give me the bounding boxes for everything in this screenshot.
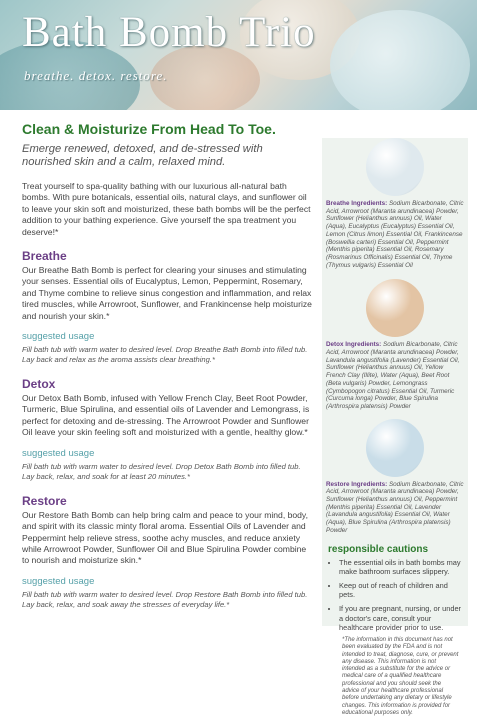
ingredients-text: Sodium Bicarbonate, Citric Acid, Arrowroot (Maranta arundinacea) Powder, Sunflower (Helianthus annuus) Oil, Water (Aqua), Eucalyptus (Eucalyptus) Essential Oil, Lemon (Citrus limon) Essential Oil, Frankincense (Boswellia carteri) Essential Oil, Peppermint (Menthis piperita) Essential Oil, Rosemary (Rosmarinus Officinalis) Essential Oil, Thyme (Thymus vulgaris) Essential Oil <box>326 200 464 269</box>
ingredients-sidebar <box>322 138 468 716</box>
product-description-restore: Our Restore Bath Bomb can help bring calm and peace to your mind, body, and spirit with its classic minty floral aroma. Essential Oils of Lavender and Peppermint help relieve stress, soothe achy muscles, and reduce anxiety while Arrowroot Powder, Sunflower Oil and Blue Spirulina Powder combine to nourish and moisturize skin.* <box>22 509 308 566</box>
restore-bath-bomb-image <box>366 419 424 477</box>
usage-label-detox: suggested usage <box>22 447 95 459</box>
caution-item: • If you are pregnant, nursing, or under a doctor's care, consult your healthcare provider prior to use. <box>339 604 462 632</box>
cautions-title: responsible cautions <box>328 543 429 555</box>
intro-paragraph: Treat yourself to spa-quality bathing with our luxurious all-natural bath bombs. With pure botanicals, essential oils, natural clays, and sunflower oil to leave your skin soft and moisturized, these bath bombs will be the perfect addition to your bathing experience. Give yourself the spa treatment you deserve!* <box>22 181 311 237</box>
bath-bomb-image <box>330 10 470 110</box>
ingredients-restore <box>322 481 468 535</box>
usage-text-restore: Fill bath tub with warm water to desired level. Drop Restore Bath Bomb into filled tub. Lay back, relax, and soak away the stresses of everyday life.* <box>22 589 308 609</box>
headline: Clean & Moisturize From Head To Toe. <box>22 121 276 137</box>
product-title-restore: Restore <box>22 493 67 508</box>
breathe-bath-bomb-image <box>366 138 424 196</box>
product-description-detox: Our Detox Bath Bomb, infused with Yellow French Clay, Beet Root Powder, Turmeric, Blue Spirulina, and essential oils of Lavender and Lemongrass, is perfect for detoxing and de-stressing. The Arrowroot Powder and Sunflower Oil leave your skin feeling soft and moisturized with a gentle, healthy glow.* <box>22 393 310 438</box>
ingredients-breathe <box>322 200 468 269</box>
ingredients-label: Detox Ingredients: <box>326 341 382 349</box>
tagline: breathe. detox. restore. <box>24 68 168 83</box>
cautions-list <box>322 558 468 632</box>
ingredients-detox <box>322 341 468 410</box>
ingredients-label: Breathe Ingredients: <box>326 200 388 207</box>
usage-text-breathe: Fill bath tub with warm water to desired level. Drop Breathe Bath Bomb into filled tub. Lay back and relax as the aroma assists clear breathing.* <box>22 345 308 365</box>
caution-item: • Keep out of reach of children and pets. <box>339 581 462 599</box>
caution-item: • The essential oils in bath bombs may make bathroom surfaces slippery. <box>339 558 462 576</box>
subheadline: Emerge renewed, detoxed, and de-stressed with nourished skin and a calm, relaxed mind. <box>22 143 263 168</box>
fda-disclaimer: *The information in this document has not been evaluated by the FDA and is not intended to treat, diagnose, cure, or prevent any disease. This information is not intended as a substitute for the advice or medical care of a qualified healthcare professional and you should seek the advice of your healthcare professional before undertaking any dietary or lifestyle changes. This information is provided for educational purposes only. <box>342 637 459 716</box>
product-title-breathe: Breathe <box>22 249 67 264</box>
usage-text-detox: Fill bath tub with warm water to desired level. Drop Detox Bath Bomb into filled tub. Lay back, relax, and soak for at least 20 minutes.* <box>22 461 301 481</box>
ingredients-text: Sodium Bicarbonate, Citric Acid, Arrowroot (Maranta arundinacea) Powder, Sunflower (Helianthus annuus) Oil, Peppermint (Menthis piperita) Essential Oil, Lavender (Lavandula angustifolia) Essential Oil, Water (Aqua), Blue Spirulina (Arthrospira platensis) Powder <box>326 480 464 534</box>
detox-bath-bomb-image <box>366 279 424 337</box>
usage-label-breathe: suggested usage <box>22 331 95 343</box>
ingredients-label: Restore Ingredients: <box>326 480 388 488</box>
product-title-detox: Detox <box>22 377 56 392</box>
product-description-breathe: Our Breathe Bath Bomb is perfect for clearing your sinuses and stimulating your senses. Essential oils of Eucalyptus, Lemon, Peppermint, Rosemary, and Thyme combine to relieve sinus congestion and inflammation, and relax tired muscles, while Arrowroot, Sunflower, and Frankincense help moisturize and nourish your skin.* <box>22 265 312 321</box>
page-title: Bath Bomb Trio <box>22 9 316 56</box>
ingredients-text: Sodium Bicarbonate, Citric Acid, Arrowroot (Maranta arundinacea) Powder, Lavandula angustifolia (Lavender) Essential Oil, Sunflower (Helianthus annuus) Oil, Yellow French Clay (Illite), Water (Aqua), Beet Root (Beta vulgaris) Powder, Lemongrass (Cymbopogon citratus) Essential Oil, Turmeric (Curcuma longa) Powder, Blue Spirulina (Arthrospira platensis) Powder <box>326 341 460 410</box>
header-banner <box>0 0 477 110</box>
main-content <box>22 121 312 610</box>
usage-label-restore: suggested usage <box>22 575 95 587</box>
